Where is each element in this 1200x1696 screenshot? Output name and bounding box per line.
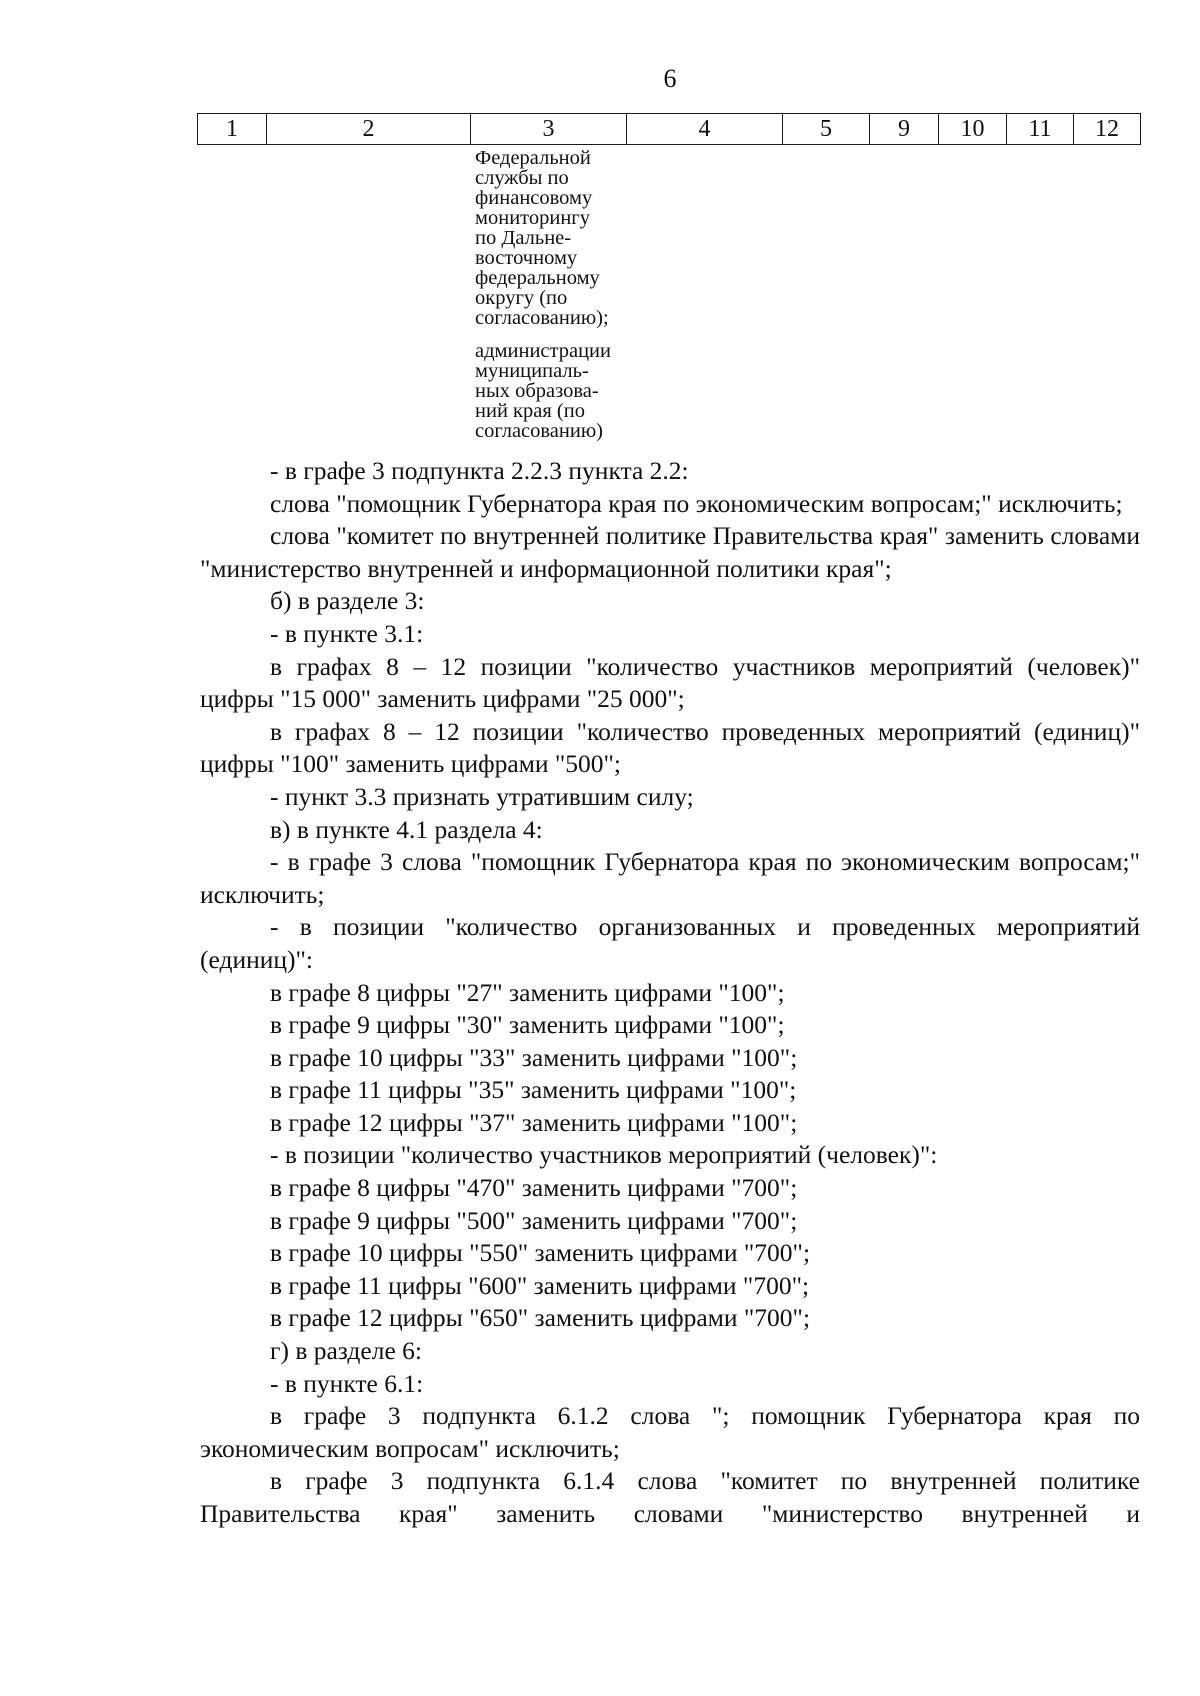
paragraph: в графе 9 цифры "500" заменить цифрами "700"; (270, 1205, 798, 1235)
cell-line: ний края (по (475, 400, 585, 422)
paragraph: в графах 8 – 12 позиции "количество участников мероприятий (человек)" цифры "15 000" заменить цифрами "25 000"; (200, 651, 1140, 714)
column-header: 1 (198, 114, 267, 145)
column-number-table (197, 113, 1141, 145)
cell-line: службы по (475, 167, 569, 189)
paragraph: слова "помощник Губернатора края по экономическим вопросам;" исключить; (270, 488, 1123, 518)
cell-line: ных образова- (475, 380, 599, 402)
paragraph: в графах 8 – 12 позиции "количество проведенных мероприятий (единиц)" цифры "100" заменить цифрами "500"; (200, 716, 1140, 779)
column-header: 3 (471, 114, 627, 145)
cell-line: по Дальне- (475, 227, 572, 249)
paragraph: в графе 11 цифры "600" заменить цифрами "700"; (270, 1270, 810, 1300)
paragraph: в графе 3 подпункта 6.1.2 слова "; помощник Губернатора края по экономическим вопросам" исключить; (200, 1401, 1140, 1463)
paragraph: в графе 9 цифры "30" заменить цифрами "100"; (270, 1010, 785, 1040)
paragraph: в графе 8 цифры "27" заменить цифрами "100"; (270, 977, 785, 1007)
paragraph: - пункт 3.3 признать утратившим силу; (270, 781, 694, 811)
cell-line: федеральному (475, 267, 600, 289)
table-cell-column-3-entry-1 (475, 148, 645, 328)
cell-line: согласованию); (475, 307, 609, 329)
paragraph: в графе 11 цифры "35" заменить цифрами "100"; (270, 1075, 797, 1105)
cell-line: мониторингу (475, 207, 590, 229)
paragraph: - в графе 3 слова "помощник Губернатора края по экономическим вопросам;" исключить; (200, 847, 1140, 909)
paragraph: в графе 8 цифры "470" заменить цифрами "700"; (270, 1173, 798, 1203)
paragraph: - в позиции "количество участников мероприятий (человек)": (270, 1140, 938, 1170)
paragraph: в графе 12 цифры "37" заменить цифрами "100"; (270, 1107, 798, 1137)
column-header: 9 (870, 114, 939, 145)
paragraph: в графе 10 цифры "550" заменить цифрами "700"; (270, 1238, 811, 1268)
paragraph: - в позиции "количество организованных и проведенных мероприятий (единиц)": (200, 912, 1140, 974)
paragraph: в графе 3 подпункта 6.1.4 слова "комитет по внутренней политике Правительства края" заменить словами "министерство внутренней и (200, 1466, 1140, 1528)
cell-line: муниципаль- (475, 360, 589, 382)
cell-line: администрации (475, 340, 611, 362)
cell-line: округу (по (475, 287, 568, 309)
paragraph: - в графе 3 подпункта 2.2.3 пункта 2.2: (270, 456, 689, 485)
cell-line: восточному (475, 247, 578, 269)
amendment-text (200, 455, 1140, 1531)
paragraph: в графе 12 цифры "650" заменить цифрами "700"; (270, 1303, 811, 1333)
cell-line: Федеральной (475, 147, 591, 169)
paragraph: г) в разделе 6: (270, 1336, 422, 1366)
column-header: 11 (1007, 114, 1074, 145)
column-header: 2 (267, 114, 471, 145)
column-header: 10 (939, 114, 1007, 145)
cell-line: согласованию) (475, 420, 603, 442)
table-cell-column-3-entry-2 (475, 341, 645, 441)
column-header: 4 (627, 114, 783, 145)
cell-line: финансовому (475, 187, 593, 209)
paragraph: в) в пункте 4.1 раздела 4: (270, 814, 543, 844)
page-number: 6 (663, 64, 677, 93)
paragraph: - в пункте 3.1: (270, 618, 424, 648)
paragraph: - в пункте 6.1: (270, 1368, 424, 1398)
column-header: 5 (783, 114, 870, 145)
column-header: 12 (1074, 114, 1141, 145)
paragraph: в графе 10 цифры "33" заменить цифрами "100"; (270, 1042, 798, 1072)
paragraph: б) в разделе 3: (270, 586, 425, 616)
table-header-row (198, 114, 1141, 145)
paragraph: слова "комитет по внутренней политике Правительства края" заменить словами "министерство внутренней и информационной политики края"; (200, 521, 1140, 583)
